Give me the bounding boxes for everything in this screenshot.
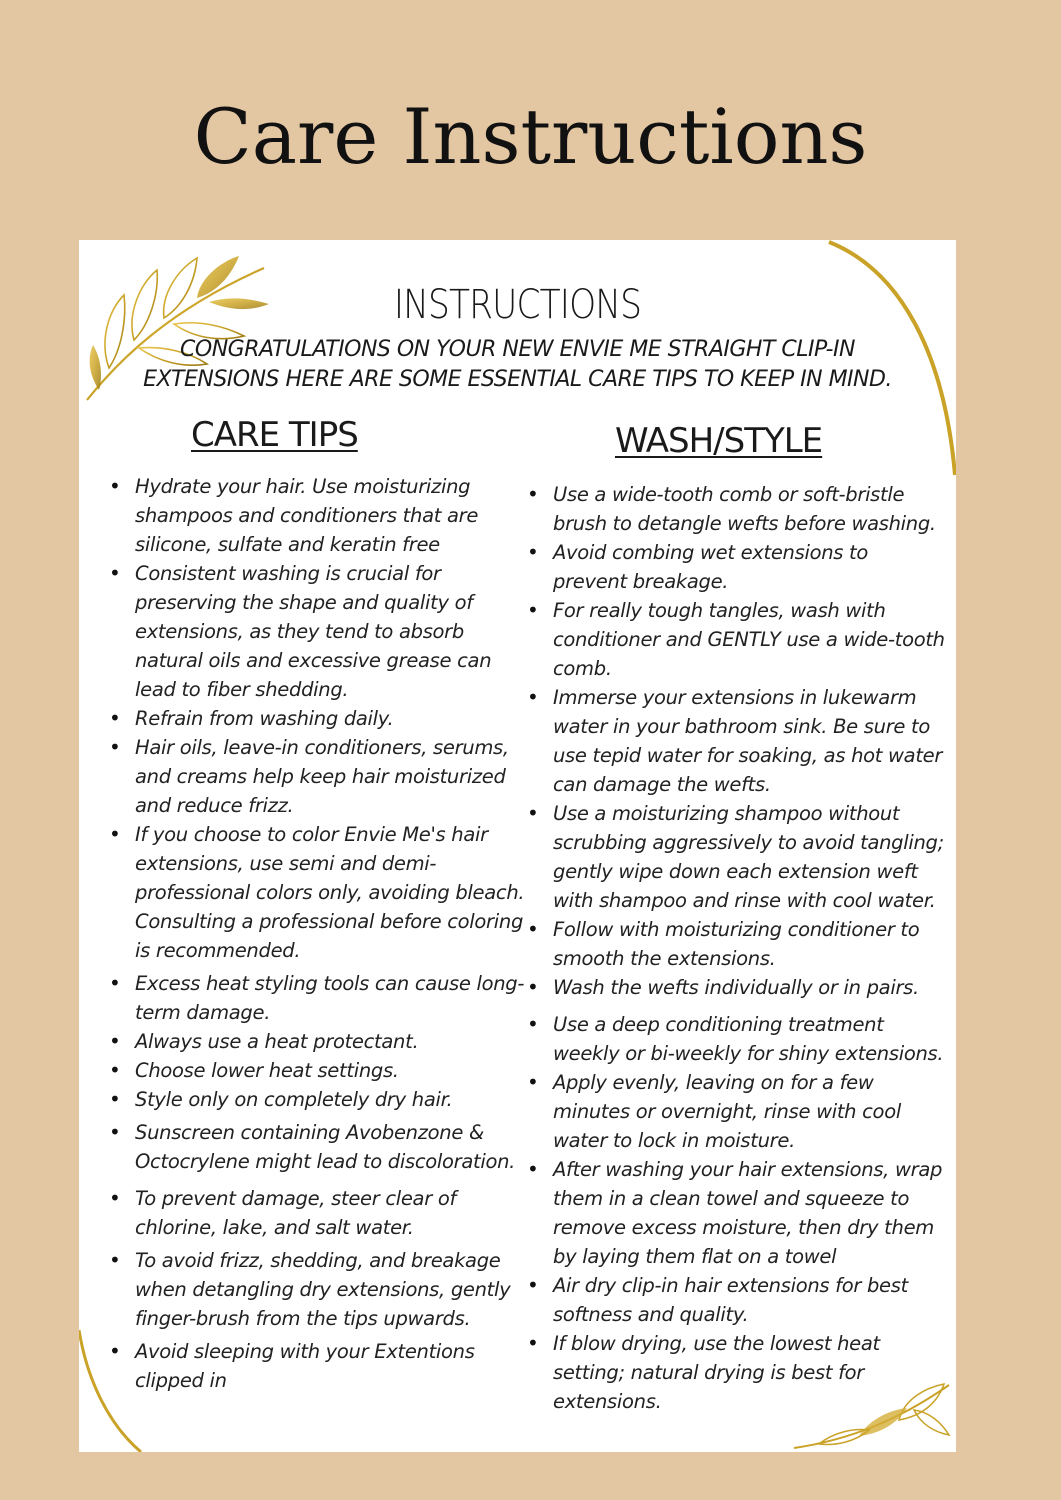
instructions-card [79,240,956,1452]
list-item: • Use a moisturizing shampoo without scrubbing aggressively to avoid tangling; gently wipe down each extension weft with shampoo and rinse with cool water. [527,799,947,915]
care-tips-heading: CARE TIPS [191,415,358,455]
list-item: • After washing your hair extensions, wrap them in a clean towel and squeeze to remove excess moisture, then dry them by laying them flat on a towel [527,1155,947,1271]
list-item: • Consistent washing is crucial for preserving the shape and quality of extensions, as they tend to absorb natural oils and excessive grease can lead to fiber shedding. [109,559,529,704]
list-item: • For really tough tangles, wash with conditioner and GENTLY use a wide-tooth comb. [527,596,947,683]
list-item: • Follow with moisturizing conditioner to smooth the extensions. [527,915,947,973]
intro-line: CONGRATULATIONS ON YOUR NEW ENVIE ME STRAIGHT CLIP-IN [180,337,855,362]
list-item: • Air dry clip-in hair extensions for best softness and quality. [527,1271,947,1329]
list-item: • Avoid sleeping with your Extentions clipped in [109,1337,529,1395]
list-item: • Style only on completely dry hair. [109,1085,529,1114]
list-item: • Sunscreen containing Avobenzone & Octocrylene might lead to discoloration. [109,1118,529,1176]
list-item: • Avoid combing wet extensions to prevent breakage. [527,538,947,596]
intro-line: EXTENSIONS HERE ARE SOME ESSENTIAL CARE TIPS TO KEEP IN MIND. [143,367,892,392]
list-item: • Hydrate your hair. Use moisturizing shampoos and conditioners that are silicone, sulfate and keratin free [109,472,529,559]
list-item: • If blow drying, use the lowest heat setting; natural drying is best for extensions. [527,1329,947,1416]
list-item: • Always use a heat protectant. [109,1027,529,1056]
list-item: • Excess heat styling tools can cause long-term damage. [109,969,529,1027]
list-item: • If you choose to color Envie Me's hair extensions, use semi and demi-professional colors only, avoiding bleach. Consulting a professional before coloring is recommended. [109,820,529,965]
list-item: • Use a deep conditioning treatment weekly or bi-weekly for shiny extensions. [527,1010,947,1068]
list-item: • Refrain from washing daily. [109,704,529,733]
list-item: • To avoid frizz, shedding, and breakage when detangling dry extensions, gently finger-brush from the tips upwards. [109,1246,529,1333]
list-item: • Choose lower heat settings. [109,1056,529,1085]
page-title: Care Instructions [193,92,868,181]
wash-style-heading: WASH/STYLE [615,421,823,461]
list-item: • Apply evenly, leaving on for a few minutes or overnight, rinse with cool water to lock in moisture. [527,1068,947,1155]
list-item: • Wash the wefts individually or in pairs. [527,973,947,1002]
wash-style-list [527,480,947,1416]
card-heading: INSTRUCTIONS [393,282,642,328]
list-item: • Hair oils, leave-in conditioners, serums, and creams help keep hair moisturized and reduce frizz. [109,733,529,820]
intro-text [99,335,936,395]
care-tips-list [109,472,529,1395]
list-item: • To prevent damage, steer clear of chlorine, lake, and salt water. [109,1184,529,1242]
list-item: • Immerse your extensions in lukewarm water in your bathroom sink. Be sure to use tepid water for soaking, as hot water can damage the wefts. [527,683,947,799]
list-item: • Use a wide-tooth comb or soft-bristle brush to detangle wefts before washing. [527,480,947,538]
